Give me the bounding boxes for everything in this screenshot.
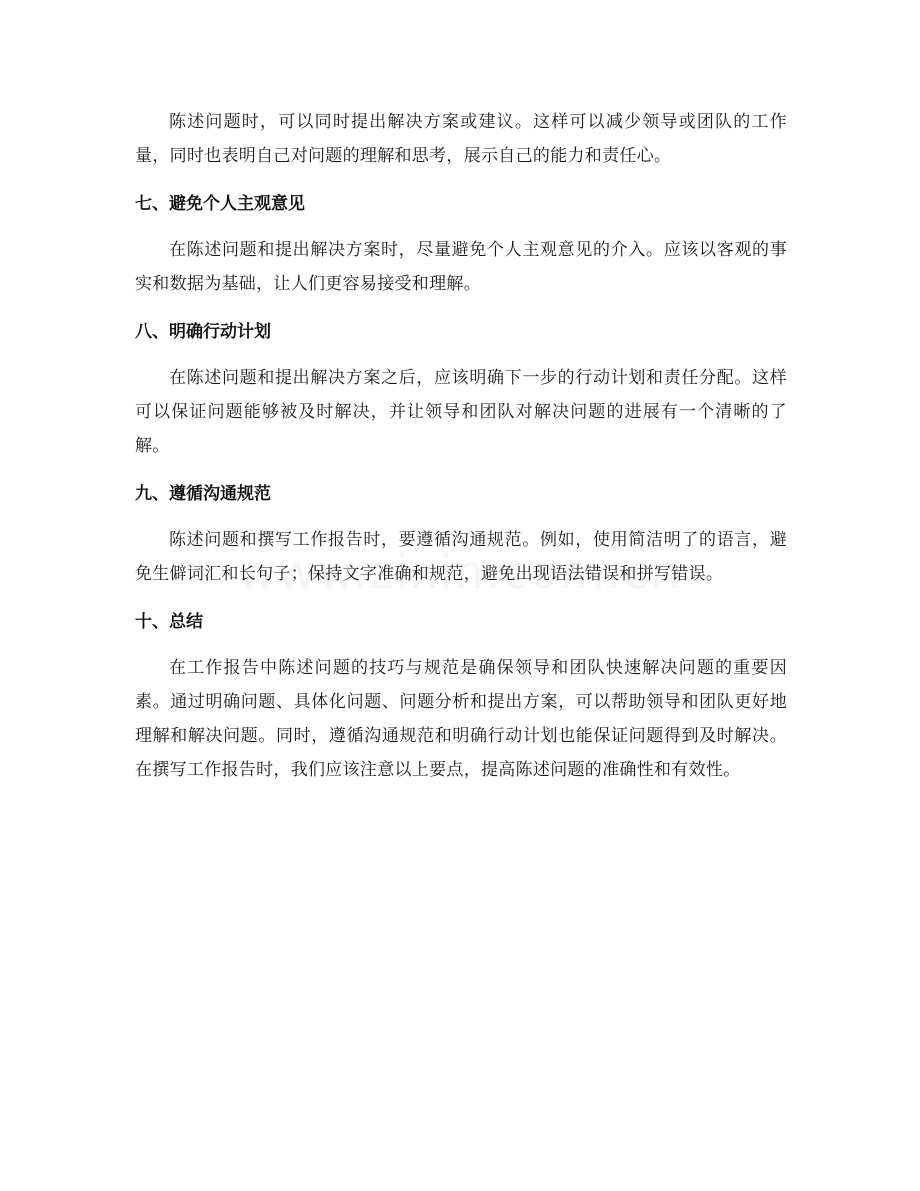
section-heading-9: 九、遵循沟通规范 <box>135 484 271 504</box>
section-paragraph-10: 在工作报告中陈述问题的技巧与规范是确保领导和团队快速解决问题的重要因素。通过明确问题、具体化问题、问题分析和提出方案，可以帮助领导和团队更好地理解和解决问题。同时，遵循沟通规范和明确行动计划也能保证问题得到及时解决。在撰写工作报告时，我们应该注意以上要点，提高陈述问题的准确性和有效性。 <box>135 658 787 780</box>
document-body <box>135 105 787 787</box>
section-paragraph-7: 在陈述问题和提出解决方案时，尽量避免个人主观意见的介入。应该以客观的事实和数据为基础，让人们更容易接受和理解。 <box>135 240 787 294</box>
section-heading-8: 八、明确行动计划 <box>135 322 271 342</box>
section-heading-7: 七、避免个人主观意见 <box>135 194 305 214</box>
intro-paragraph: 陈述问题时，可以同时提出解决方案或建议。这样可以减少领导或团队的工作量，同时也表明自己对问题的理解和思考，展示自己的能力和责任心。 <box>135 112 787 166</box>
section-paragraph-9: 陈述问题和撰写工作报告时，要遵循沟通规范。例如，使用简洁明了的语言，避免生僻词汇和长句子；保持文字准确和规范，避免出现语法错误和拼写错误。 <box>135 530 787 584</box>
section-paragraph-8: 在陈述问题和提出解决方案之后，应该明确下一步的行动计划和责任分配。这样可以保证问题能够被及时解决，并让领导和团队对解决问题的进展有一个清晰的了解。 <box>135 368 787 456</box>
section-heading-10: 十、总结 <box>135 612 203 632</box>
